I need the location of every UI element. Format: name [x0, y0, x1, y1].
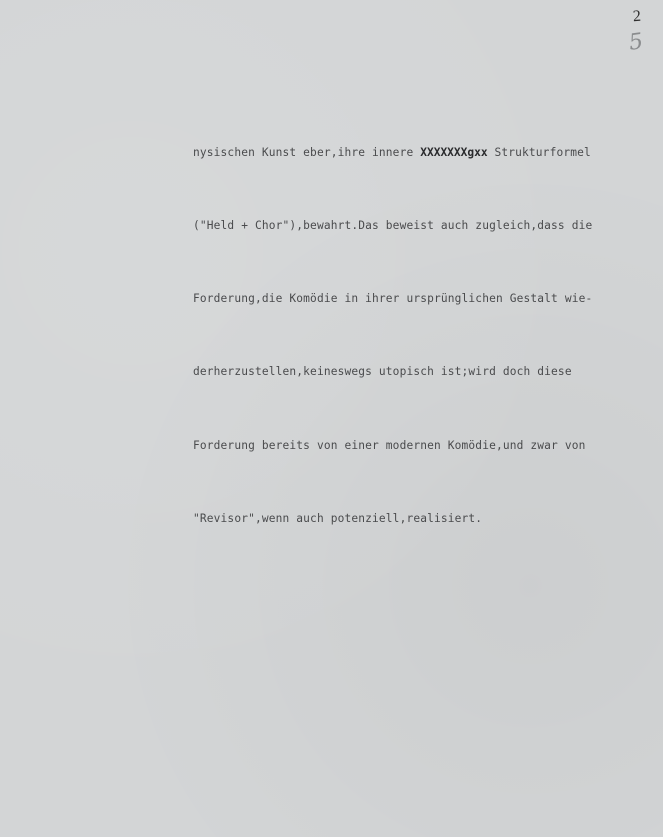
text-line-5: Forderung bereits von einer modernen Komödie,und zwar von — [193, 438, 586, 452]
text-line-2: ("Held + Chor"),bewahrt.Das beweist auch zugleich,dass die — [193, 219, 593, 233]
text-line-6: "Revisor",wenn auch potenziell,realisiert. — [193, 511, 483, 525]
text-line-3: Forderung,die Komödie in ihrer ursprünglichen Gestalt wie- — [193, 292, 593, 306]
text-line-1-end: Strukturformel — [487, 145, 591, 159]
page-number: 2 — [632, 7, 642, 26]
text-line-1-start: nysischen Kunst eber,ihre innere — [193, 145, 421, 159]
text-line-4: derherzustellen,keineswegs utopisch ist;wird doch diese — [193, 365, 572, 379]
typewritten-text — [193, 92, 643, 580]
text-line-1 — [193, 141, 643, 165]
crossed-out-text: XXXXXXXgxx — [420, 145, 488, 159]
handwritten-page-number: 5 — [627, 29, 645, 56]
